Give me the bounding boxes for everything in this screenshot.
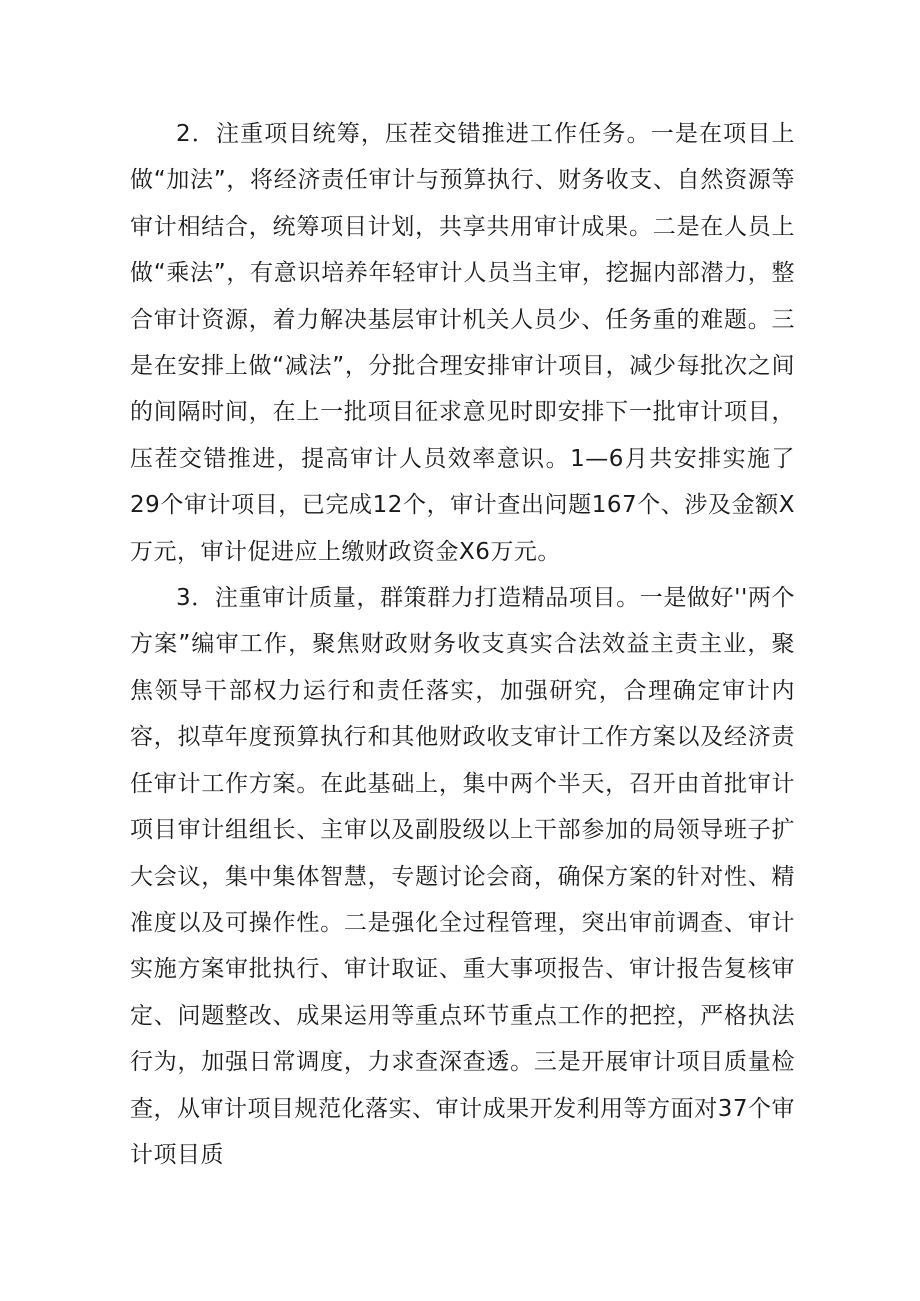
document-body [130, 111, 795, 1178]
paragraph-project-coordination: 2．注重项目统筹，压茬交错推进工作任务。一是在项目上做“加法”，将经济责任审计与预算执行、财务收支、自然资源等审计相结合，统筹项目计划，共享共用审计成果。二是在人员上做“乘法”，有意识培养年轻审计人员当主审，挖掘内部潜力，整合审计资源，着力解决基层审计机关人员少、任务重的难题。三是在安排上做“减法”，分批合理安排审计项目，减少每批次之间的间隔时间，在上一批项目征求意见时即安排下一批审计项目，压茬交错推进，提高审计人员效率意识。1—6月共安排实施了29个审计项目，已完成12个，审计查出问题167个、涉及金额X万元，审计促进应上缴财政资金X6万元。 [130, 121, 795, 565]
paragraph-audit-quality: 3．注重审计质量，群策群力打造精品项目。一是做好''两个方案”编审工作，聚焦财政财务收支真实合法效益主责主业，聚焦领导干部权力运行和责任落实，加强研究，合理确定审计内容，拟草年度预算执行和其他财政收支审计工作方案以及经济责任审计工作方案。在此基础上，集中两个半天，召开由首批审计项目审计组组长、主审以及副股级以上干部参加的局领导班子扩大会议，集中集体智慧，专题讨论会商，确保方案的针对性、精准度以及可操作性。二是强化全过程管理，突出审前调查、审计实施方案审批执行、审计取证、重大事项报告、审计报告复核审定、问题整改、成果运用等重点环节重点工作的把控，严格执法行为，加强日常调度，力求查深查透。三是开展审计项目质量检查，从审计项目规范化落实、审计成果开发利用等方面对37个审计项目质 [130, 585, 795, 1168]
